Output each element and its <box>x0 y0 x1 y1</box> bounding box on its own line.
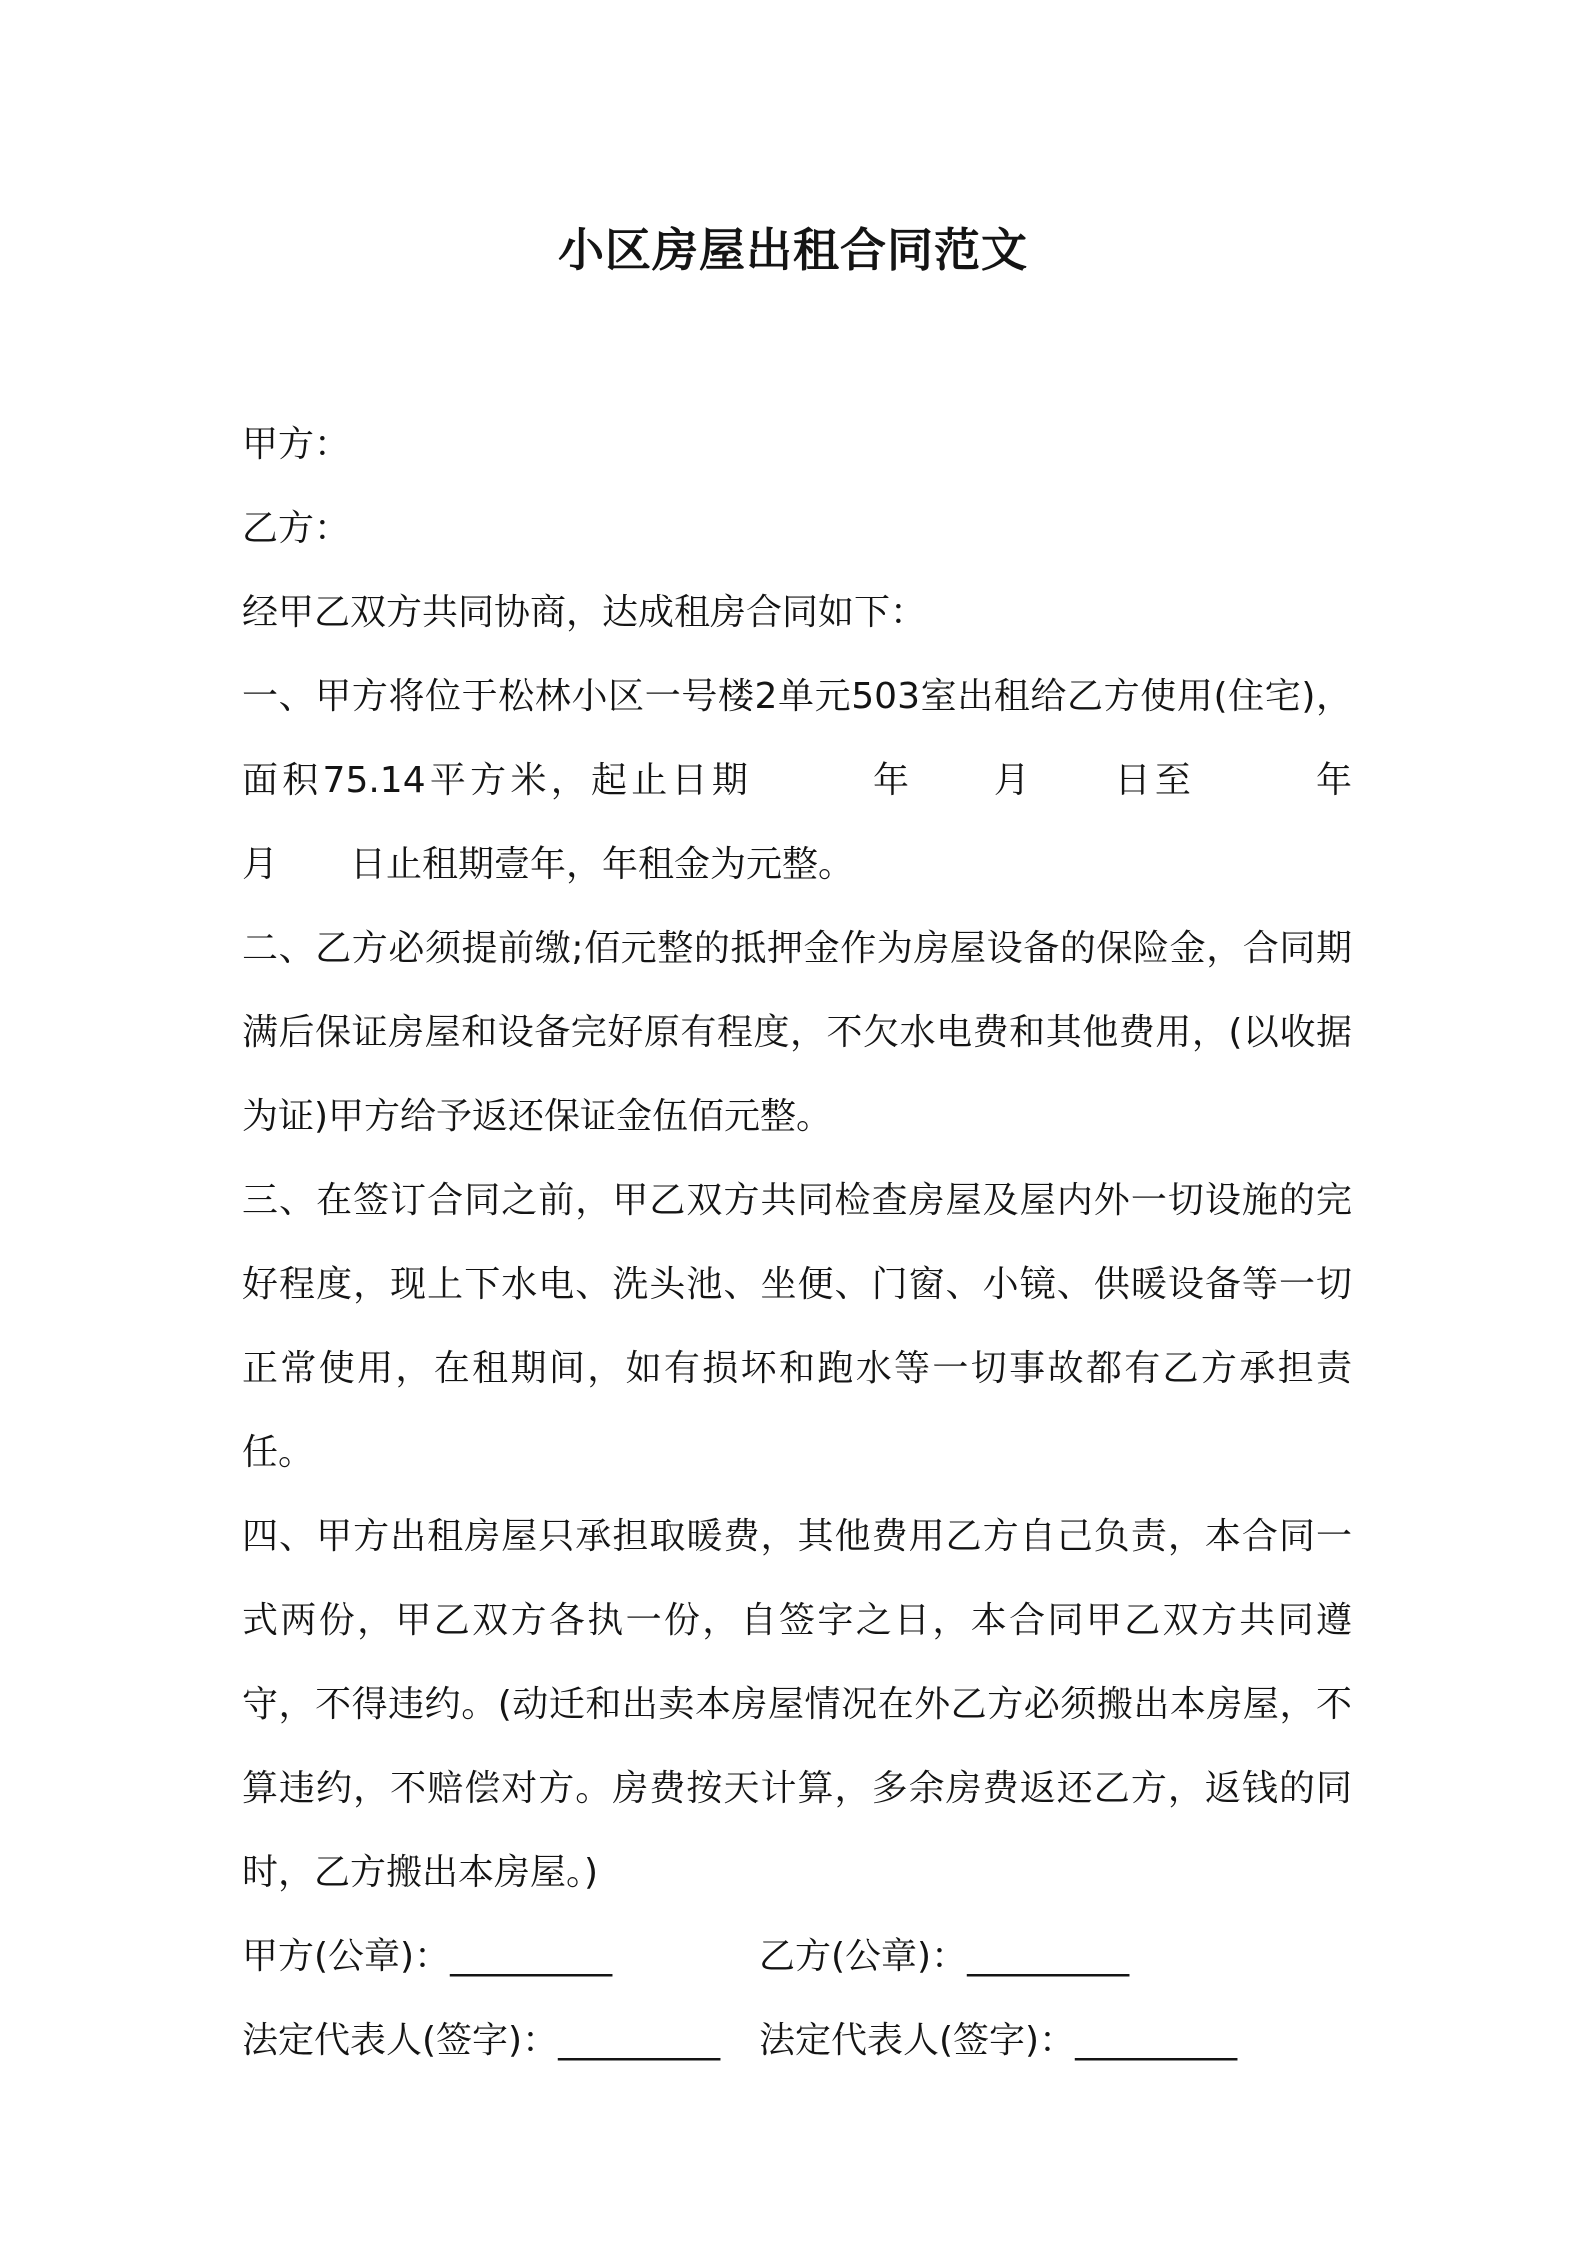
clause-2: 二、乙方必须提前缴;佰元整的抵押金作为房屋设备的保险金，合同期满后保证房屋和设备完好原有程度，不欠水电费和其他费用，(以收据为证)甲方给予返还保证金伍佰元整。 <box>242 928 1352 1137</box>
party-a-representative: 法定代表人(签字)：_________ <box>242 2020 721 2061</box>
party-b-seal: 乙方(公章)：_________ <box>759 1936 1130 1977</box>
clause-3: 三、在签订合同之前，甲乙双方共同检查房屋及屋内外一切设施的完好程度，现上下水电、洗头池、坐便、门窗、小镜、供暖设备等一切正常使用，在租期间，如有损坏和跑水等一切事故都有乙方承担责任。 <box>242 1180 1352 1473</box>
party-a-seal: 甲方(公章)：_________ <box>242 1936 613 1977</box>
document-title: 小区房屋出租合同范文 <box>558 223 1028 277</box>
clause-4: 四、甲方出租房屋只承担取暖费，其他费用乙方自己负责，本合同一式两份，甲乙双方各执一份，自签字之日，本合同甲乙双方共同遵守，不得违约。(动迁和出卖本房屋情况在外乙方必须搬出本房屋，不算违约，不赔偿对方。房费按天计算，多余房费返还乙方，返钱的同时，乙方搬出本房屋。) <box>242 1516 1352 1893</box>
intro-line: 经甲乙双方共同协商，达成租房合同如下： <box>242 592 927 633</box>
party-a-line: 甲方： <box>242 424 351 465</box>
representative-signature-row <box>242 1999 1352 2083</box>
party-b-representative: 法定代表人(签字)：_________ <box>759 2020 1238 2061</box>
seal-signature-row <box>242 1915 1352 1999</box>
party-b-line: 乙方： <box>242 508 351 549</box>
document-body <box>242 403 1425 2083</box>
clause-1: 一、甲方将位于松林小区一号楼2单元503室出租给乙方使用(住宅)，面积75.14平方米，起止日期 年 月 日至 年 月 日止租期壹年，年租金为元整。 <box>242 676 1425 885</box>
